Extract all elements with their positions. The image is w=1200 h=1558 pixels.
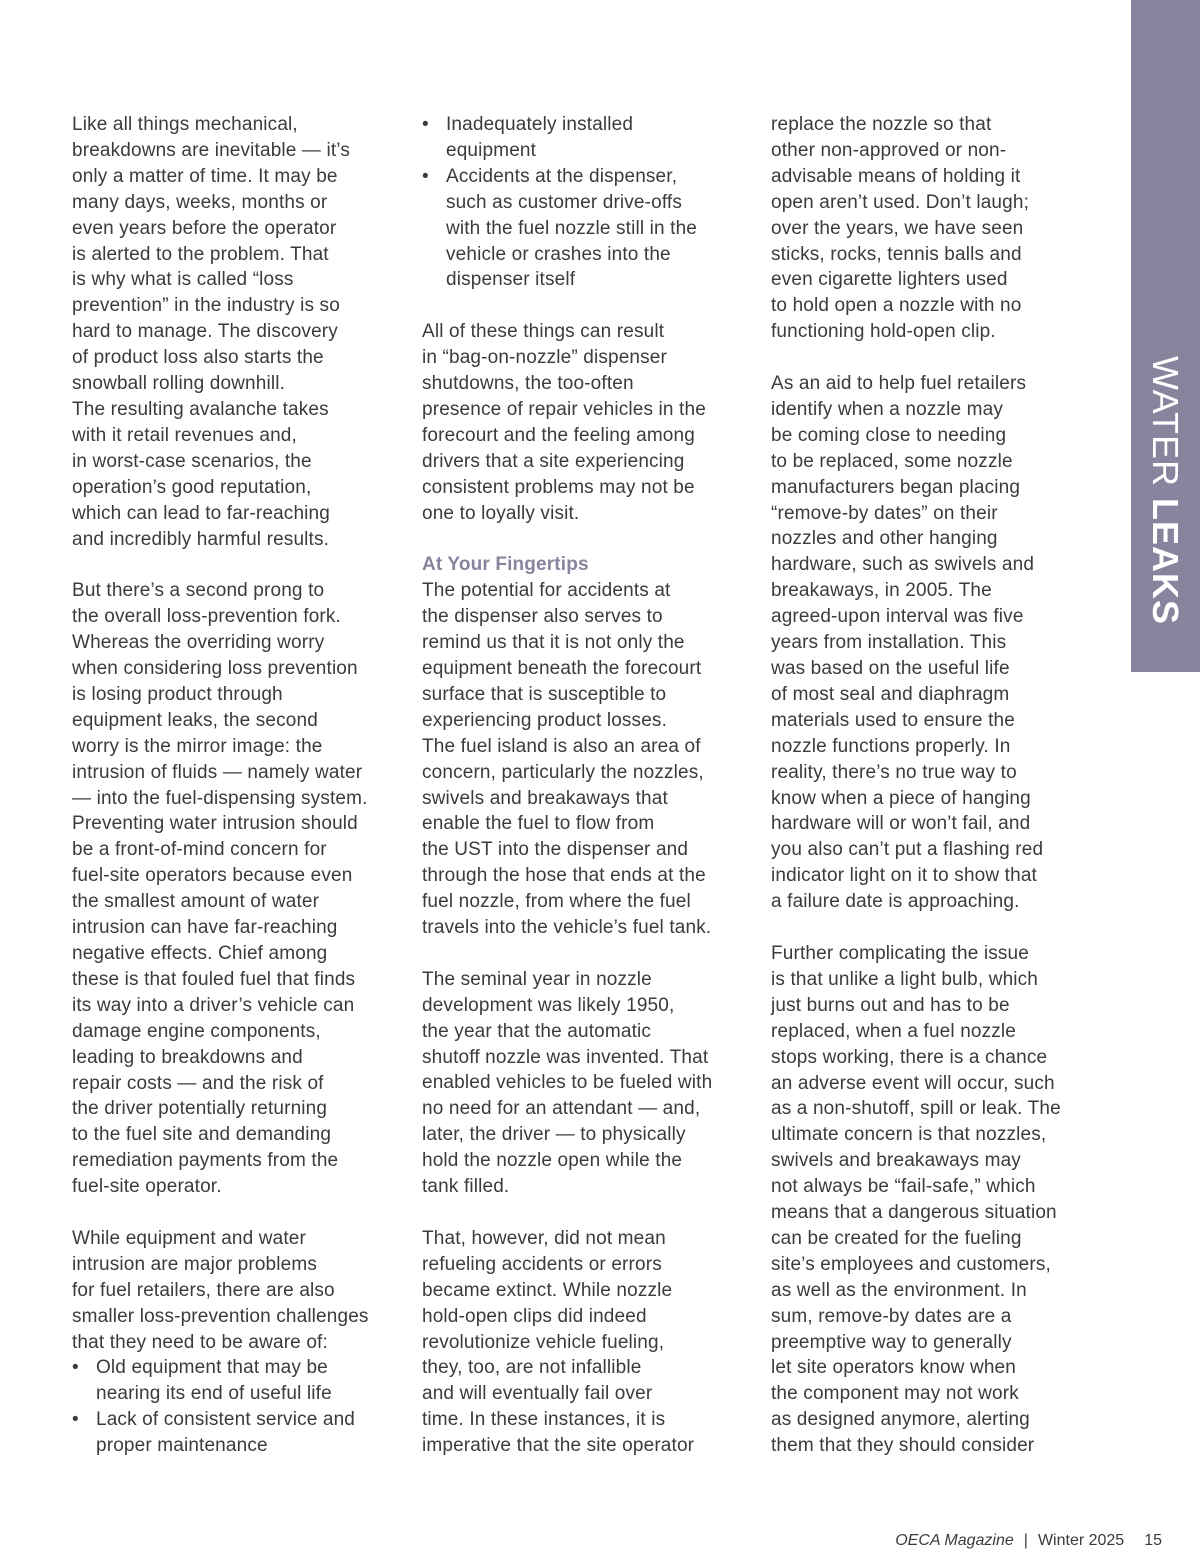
bullet-list — [422, 112, 757, 293]
article-column-3 — [771, 112, 1106, 1459]
paragraph: replace the nozzle so that other non-approved or non- advisable means of holding it open aren’t used. Don’t laugh; over the years, we have seen sticks, rocks, tennis balls and even cigarette lighters used to hold open a nozzle with no functioning hold-open clip. — [771, 114, 1030, 343]
article-column-2 — [422, 112, 757, 1459]
section-title-bold: LEAKS — [1145, 497, 1186, 625]
paragraph: All of these things can result in “bag-on-nozzle” dispenser shutdowns, the too-often presence of repair vehicles in the forecourt and the feeling among drivers that a site experiencing consistent problems may not be one to loyally visit. — [422, 321, 706, 524]
page-footer — [895, 1532, 1162, 1550]
footer-separator: | — [1023, 1532, 1028, 1549]
paragraph: The seminal year in nozzle development was likely 1950, the year that the automatic shutoff nozzle was invented. That enabled vehicles to be fueled with no need for an attendant — and, later, the driver — to physically hold the nozzle open while the tank filled. — [422, 968, 713, 1198]
page-number: 15 — [1144, 1532, 1162, 1549]
paragraph: As an aid to help fuel retailers identify when a nozzle may be coming close to needing to be replaced, some nozzle manufacturers began placing “remove-by dates” on their nozzles and other hanging hardware, such as swivels and breakaways, in 2005. The agreed-upon interval was five years from installation. This was based on the useful life of most seal and diaphragm materials used to ensure the nozzle functions properly. In reality, there’s no true way to know when a piece of hanging hardware will or won’t fail, and you also can’t put a flashing red indicator light on it to show that a failure date is approaching. — [771, 373, 1044, 913]
subheading: At Your Fingertips — [422, 554, 589, 576]
section-title-light: WATER — [1145, 356, 1186, 498]
paragraph: But there’s a second prong to the overall loss-prevention fork. Whereas the overriding worry when considering loss prevention is losing product through equipment leaks, the second worry is the mirror image: the intrusion of fluids — namely water — into the fuel-dispensing system. Preventing water intrusion should be a front-of-mind concern for fuel-site operators because even the smallest amount of water intrusion can have far-reaching negative effects. Chief among these is that fouled fuel that finds its way into a driver’s vehicle can damage engine components, leading to breakdowns and repair costs — and the risk of the driver potentially returning to the fuel site and demanding remediation payments from the fuel-site operator. — [72, 580, 368, 1198]
paragraph: Further complicating the issue is that unlike a light bulb, which just burns out and has to be replaced, when a fuel nozzle stops working, there is a chance an adverse event will occur, such as a non-shutoff, spill or leak. The ultimate concern is that nozzles, swivels and breakaways may not always be “fail-safe,” which means that a dangerous situation can be created for the fueling site’s employees and customers, as well as the environment. In sum, remove-by dates are a preemptive way to generally let site operators know when the component may not work as designed anymore, alerting them that they should consider — [771, 942, 1061, 1457]
bullet-item: • Old equipment that may be nearing its end of useful life — [72, 1355, 407, 1407]
bullet-list — [72, 1355, 407, 1459]
paragraph: While equipment and water intrusion are major problems for fuel retailers, there are also smaller loss-prevention challenges that they need to be aware of: — [72, 1227, 369, 1353]
bullet-item: • Accidents at the dispenser, such as customer drive-offs with the fuel nozzle still in the vehicle or crashes into the dispenser itself — [422, 164, 757, 294]
paragraph: Like all things mechanical, breakdowns are inevitable — it’s only a matter of time. It may be many days, weeks, months or even years before the operator is alerted to the problem. That is why what is called “loss prevention” in the industry is so hard to manage. The discovery of product loss also starts the snowball rolling downhill. The resulting avalanche takes with it retail revenues and, in worst-case scenarios, the operation’s good reputation, which can lead to far-reaching and incredibly harmful results. — [72, 114, 350, 550]
section-title — [1134, 356, 1196, 656]
paragraph: That, however, did not mean refueling accidents or errors became extinct. While nozzle hold-open clips did indeed revolutionize vehicle fueling, they, too, are not infallible and will eventually fail over time. In these instances, it is imperative that the site operator — [422, 1227, 695, 1457]
bullet-item: • Lack of consistent service and proper maintenance — [72, 1407, 407, 1459]
paragraph: The potential for accidents at the dispenser also serves to remind us that it is not only the equipment beneath the forecourt surface that is susceptible to experiencing product losses. The fuel island is also an area of concern, particularly the nozzles, swivels and breakaways that enable the fuel to flow from the UST into the dispenser and through the hose that ends at the fuel nozzle, from where the fuel travels into the vehicle’s fuel tank. — [422, 580, 712, 939]
magazine-name: OECA Magazine — [895, 1532, 1014, 1549]
bullet-item: • Inadequately installed equipment — [422, 112, 757, 164]
issue-date: Winter 2025 — [1037, 1532, 1125, 1549]
article-column-1 — [72, 112, 407, 1459]
